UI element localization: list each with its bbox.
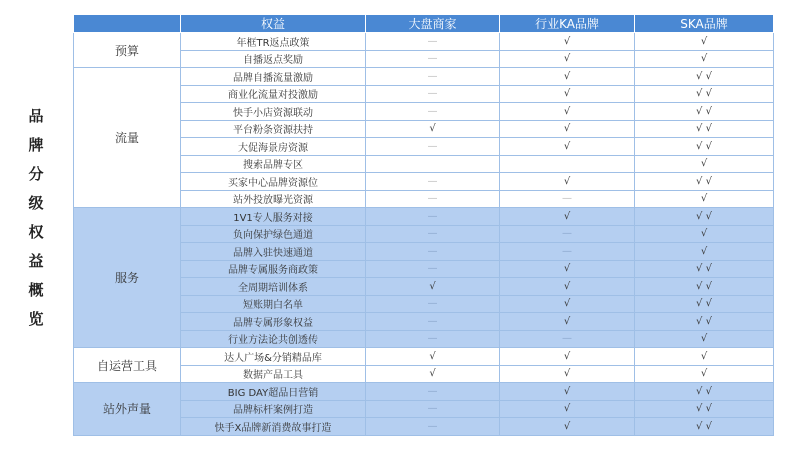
value-cell-industry-ka: √ [500, 260, 635, 278]
value-cell-industry-ka: — [500, 330, 635, 348]
benefit-cell: 快手X品牌新消费故事打造 [181, 418, 366, 436]
value-cell-ska: √ [635, 155, 774, 173]
value-cell-industry-ka: √ [500, 295, 635, 313]
value-cell-industry-ka: √ [500, 208, 635, 226]
table-row [74, 208, 774, 226]
side-title-char: 品 [28, 107, 44, 125]
value-cell-ska: √ [635, 33, 774, 51]
value-cell-industry-ka: √ [500, 278, 635, 296]
value-cell-industry-ka: √ [500, 138, 635, 156]
side-title-char: 级 [28, 194, 44, 212]
benefit-cell: 品牌入驻快速通道 [181, 243, 366, 261]
value-cell-mass-merchant: — [366, 85, 500, 103]
value-cell-industry-ka: √ [500, 313, 635, 331]
value-cell-mass-merchant: — [366, 50, 500, 68]
table-row [74, 33, 774, 51]
header-benefit: 权益 [181, 15, 366, 33]
value-cell-mass-merchant: — [366, 103, 500, 121]
benefit-cell: 品牌专属服务商政策 [181, 260, 366, 278]
side-title-char: 益 [28, 252, 44, 270]
value-cell-ska: √ √ [635, 85, 774, 103]
value-cell-mass-merchant: — [366, 173, 500, 191]
benefit-cell: 自播返点奖励 [181, 50, 366, 68]
benefit-cell: 年框TR返点政策 [181, 33, 366, 51]
value-cell-industry-ka [500, 155, 635, 173]
side-title-char: 览 [28, 310, 44, 328]
value-cell-industry-ka: √ [500, 173, 635, 191]
value-cell-ska: √ [635, 348, 774, 366]
value-cell-industry-ka: √ [500, 418, 635, 436]
value-cell-mass-merchant: — [366, 418, 500, 436]
value-cell-industry-ka: √ [500, 103, 635, 121]
value-cell-industry-ka: — [500, 225, 635, 243]
benefit-cell: BIG DAY超品日营销 [181, 383, 366, 401]
benefit-cell: 站外投放曝光资源 [181, 190, 366, 208]
benefit-cell: 1V1专人服务对接 [181, 208, 366, 226]
category-cell: 流量 [74, 68, 181, 208]
value-cell-mass-merchant: — [366, 190, 500, 208]
benefit-cell: 短账期白名单 [181, 295, 366, 313]
value-cell-industry-ka: √ [500, 348, 635, 366]
header-industry-ka: 行业KA品牌 [500, 15, 635, 33]
value-cell-mass-merchant: √ [366, 120, 500, 138]
value-cell-mass-merchant: — [366, 400, 500, 418]
header-ska: SKA品牌 [635, 15, 774, 33]
value-cell-ska: √ √ [635, 120, 774, 138]
benefit-cell: 品牌专属形象权益 [181, 313, 366, 331]
category-cell: 站外声量 [74, 383, 181, 436]
benefit-cell: 负向保护绿色通道 [181, 225, 366, 243]
value-cell-ska: √ [635, 190, 774, 208]
value-cell-ska: √ √ [635, 400, 774, 418]
benefit-cell: 大促海景房资源 [181, 138, 366, 156]
value-cell-industry-ka: — [500, 243, 635, 261]
value-cell-mass-merchant: — [366, 243, 500, 261]
value-cell-ska: √ √ [635, 418, 774, 436]
value-cell-industry-ka: √ [500, 68, 635, 86]
value-cell-ska: √ √ [635, 103, 774, 121]
side-title-char: 分 [28, 165, 44, 183]
value-cell-ska: √ √ [635, 173, 774, 191]
value-cell-ska: √ √ [635, 383, 774, 401]
value-cell-ska: √ [635, 365, 774, 383]
value-cell-ska: √ √ [635, 313, 774, 331]
category-cell: 服务 [74, 208, 181, 348]
value-cell-mass-merchant: — [366, 138, 500, 156]
category-cell: 预算 [74, 33, 181, 68]
value-cell-mass-merchant: — [366, 33, 500, 51]
value-cell-ska: √ [635, 50, 774, 68]
benefit-cell: 行业方法论共创透传 [181, 330, 366, 348]
benefit-cell: 买家中心品牌资源位 [181, 173, 366, 191]
value-cell-industry-ka: — [500, 190, 635, 208]
benefit-cell: 达人广场&分销精品库 [181, 348, 366, 366]
value-cell-industry-ka: √ [500, 85, 635, 103]
value-cell-industry-ka: √ [500, 120, 635, 138]
value-cell-ska: √ √ [635, 138, 774, 156]
side-title-char: 牌 [28, 136, 44, 154]
benefits-table [73, 15, 774, 436]
value-cell-mass-merchant: — [366, 295, 500, 313]
value-cell-mass-merchant: √ [366, 365, 500, 383]
value-cell-industry-ka: √ [500, 383, 635, 401]
value-cell-mass-merchant: √ [366, 278, 500, 296]
value-cell-mass-merchant: √ [366, 348, 500, 366]
value-cell-mass-merchant: — [366, 68, 500, 86]
benefit-cell: 商业化流量对投激励 [181, 85, 366, 103]
value-cell-mass-merchant: — [366, 383, 500, 401]
value-cell-mass-merchant: — [366, 208, 500, 226]
value-cell-ska: √ √ [635, 68, 774, 86]
value-cell-ska: √ [635, 243, 774, 261]
value-cell-ska: √ √ [635, 208, 774, 226]
benefit-cell: 品牌自播流量激励 [181, 68, 366, 86]
value-cell-industry-ka: √ [500, 365, 635, 383]
value-cell-ska: √ √ [635, 278, 774, 296]
table-row [74, 383, 774, 401]
benefit-cell: 搜索品牌专区 [181, 155, 366, 173]
side-title [26, 102, 46, 334]
value-cell-industry-ka: √ [500, 50, 635, 68]
benefit-cell: 平台粉条资源扶持 [181, 120, 366, 138]
benefit-cell: 全周期培训体系 [181, 278, 366, 296]
table-row [74, 68, 774, 86]
value-cell-ska: √ [635, 330, 774, 348]
benefit-cell: 品牌标杆案例打造 [181, 400, 366, 418]
header-category [74, 15, 181, 33]
value-cell-industry-ka: √ [500, 400, 635, 418]
value-cell-ska: √ √ [635, 260, 774, 278]
benefit-cell: 数据产品工具 [181, 365, 366, 383]
value-cell-mass-merchant: — [366, 260, 500, 278]
table-row [74, 348, 774, 366]
side-title-char: 概 [28, 281, 44, 299]
value-cell-mass-merchant: — [366, 225, 500, 243]
value-cell-ska: √ [635, 225, 774, 243]
benefit-cell: 快手小店资源联动 [181, 103, 366, 121]
value-cell-mass-merchant: — [366, 330, 500, 348]
value-cell-ska: √ √ [635, 295, 774, 313]
value-cell-mass-merchant: — [366, 313, 500, 331]
side-title-char: 权 [28, 223, 44, 241]
value-cell-industry-ka: √ [500, 33, 635, 51]
table-header-row [74, 15, 774, 33]
header-mass-merchant: 大盘商家 [366, 15, 500, 33]
category-cell: 自运营工具 [74, 348, 181, 383]
value-cell-mass-merchant [366, 155, 500, 173]
